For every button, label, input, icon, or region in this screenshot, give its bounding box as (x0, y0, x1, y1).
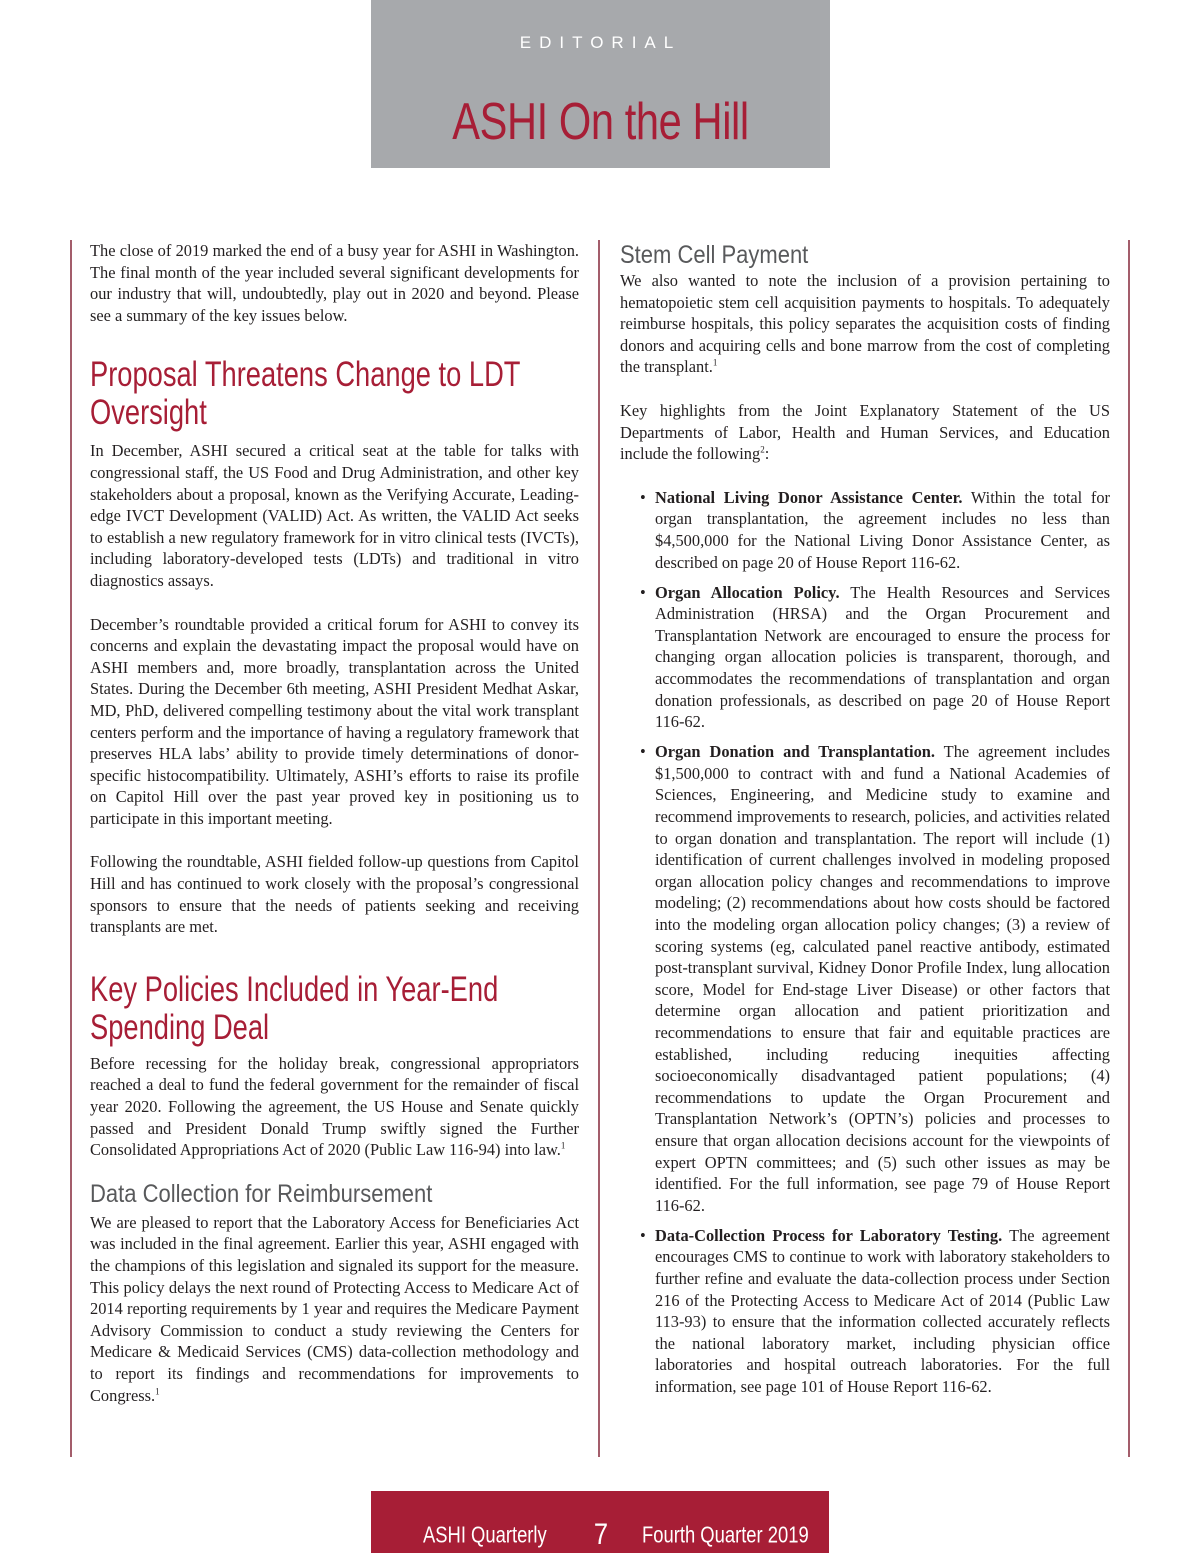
bullet-icon: • (640, 1225, 646, 1245)
body-text: Before recessing for the holiday break, congressional appropriators reached a deal to fund the federal government for the remainder of fiscal year 2020. Following the agreement, the US House and Senate quickly passed and President Donald Trump swiftly signed the Further Consolidated Appropriations Act of 2020 (Public Law 116-94) into law. (90, 1053, 579, 1160)
list-item (620, 487, 1110, 573)
body-paragraph: December’s roundtable provided a critical forum for ASHI to convey its concerns and explain the devastating impact the proposal would have on ASHI members and, more broadly, transplantation across the United States. During the December 6th meeting, ASHI President Medhat Askar, MD, PhD, delivered compelling testimony about the vital work transplant centers perform and the importance of having a regulatory framework that preserves HLA labs’ ability to provide timely determinations of donor-specific histocompatibility. Ultimately, ASHI’s efforts to raise its profile on Capitol Hill over the past year proved key in positioning us to participate in this important meeting. (90, 614, 579, 828)
section-heading-ldt-oversight: Proposal Threatens Change to LDT Oversight (90, 355, 520, 433)
body-text: We are pleased to report that the Laboratory Access for Beneficiaries Act was included in the final agreement. Earlier this year, ASHI engaged with the champions of this legislation and signaled its support for the measure. This policy delays the next round of Protecting Access to Medicare Act of 2014 reporting requirements by 1 year and requires the Medicare Payment Advisory Commission to conduct a study reviewing the Centers for Medicare & Medicaid Services (CMS) data-collection methodology and to report its findings and recommendations for improvements to Congress. (90, 1212, 579, 1405)
page-number: 7 (593, 1518, 609, 1551)
list-item-text: The Health Resources and Services Administration (HRSA) and the Organ Procurement and Transplantation Network are encouraged to ensure the process for changing organ allocation policies is transparent, thorough, and accommodates the recommendations of transplantation and organ donation professionals, as described on page 20 of House Report 116-62. (655, 582, 1110, 732)
footer-publication: ASHI Quarterly (423, 1521, 547, 1548)
left-column (90, 240, 579, 1406)
subheading-stem-cell-payment: Stem Cell Payment (620, 241, 809, 269)
section-kicker: EDITORIAL (519, 33, 682, 52)
footnote-ref: 1 (155, 1386, 160, 1397)
list-item-text: Within the total for organ transplantation, the agreement includes no less than $4,500,000 for the National Living Donor Assistance Center, as described on page 20 of House Report 116-62. (655, 487, 1110, 572)
body-paragraph (620, 400, 1110, 465)
list-item (620, 582, 1110, 733)
page-title: ASHI On the Hill (452, 93, 749, 151)
list-item-title: Data-Collection Process for Laboratory Testing. (655, 1225, 1003, 1245)
list-item-title: Organ Allocation Policy. (655, 582, 840, 602)
intro-paragraph: The close of 2019 marked the end of a busy year for ASHI in Washington. The final month of the year included several significant developments for our industry that will, undoubtedly, play out in 2020 and beyond. Please see a summary of the key issues below. (90, 241, 579, 325)
body-paragraph (90, 1053, 579, 1161)
list-item-title: Organ Donation and Transplantation. (655, 742, 935, 762)
list-item (620, 1225, 1110, 1398)
body-paragraph: In December, ASHI secured a critical seat at the table for talks with congressional staff, the US Food and Drug Administration, and other key stakeholders about a proposal, known as the Verifying Accurate, Leading-edge IVCT Development (VALID) Act. As written, the VALID Act seeks to establish a new regulatory framework for in vitro clinical tests (IVCTs), including laboratory-developed tests (LDTs) and traditional in vitro diagnostics assays. (90, 441, 579, 590)
list-item-text: The agreement encourages CMS to continue to work with laboratory stakeholders to further refine and evaluate the data-collection process under Section 216 of the Protecting Access to Medicare Act of 2014 (Public Law 113-93) to ensure that the information collected accurately reflects the national laboratory market, including physician office laboratories and hospital outreach laboratories. For the full information, see page 101 of House Report 116-62. (655, 1225, 1110, 1396)
list-item (620, 741, 1110, 1216)
right-column (620, 240, 1110, 1406)
center-column-rule (598, 240, 600, 1457)
section-heading-line: Spending Deal (90, 1007, 270, 1047)
list-item-text: The agreement includes $1,500,000 to contract with and fund a National Academies of Sciences, Engineering, and Medicine study to examine and recommend improvements to research, policies, and activities related to organ donation and transplantation. The report will include (1) identification of current challenges involved in modeling proposed organ allocation policy changes and recommendations to improve modeling; (2) recommendations about how costs should be factored into the modeling organ allocation policy changes; (3) a review of scoring systems (eg, calculated panel reactive antibody, estimated post-transplant survival, Kidney Donor Profile Index, lung allocation score, Model for End-stage Liver Disease) or other factors that determine organ allocation and patient prioritization and recommendations to ensure that fair and equitable practices are established, including reducing inequities affecting socioeconomically disadvantaged patient populations; (4) recommendations to update the Organ Procurement and Transplantation Network’s (OPTN’s) policies and processes to ensure that organ allocation decisions account for the viewpoints of expert OPTN committees; and (5) such other issues as may be identified. For the full information, see page 79 of House Report 116-62. (655, 742, 1110, 1215)
body-text: Key highlights from the Joint Explanatory Statement of the US Departments of Labor, Health and Human Services, and Education include the following (620, 400, 1110, 464)
body-paragraph: Following the roundtable, ASHI fielded follow-up questions from Capitol Hill and has continued to work closely with the proposal’s congressional sponsors to ensure that the needs of patients seeking and receiving transplants are met. (90, 852, 579, 937)
footnote-ref: 2 (760, 444, 765, 455)
section-heading-year-end-spending (90, 971, 578, 1047)
body-paragraph (90, 1212, 579, 1406)
right-column-rule (1128, 240, 1130, 1457)
subheading-data-collection: Data Collection for Reimbursement (90, 1179, 433, 1208)
bullet-icon: • (640, 582, 646, 602)
highlights-list (620, 487, 1110, 1398)
left-column-rule (70, 240, 72, 1457)
bullet-icon: • (640, 487, 646, 507)
page-footer (371, 1491, 829, 1553)
footnote-ref: 1 (560, 1140, 566, 1151)
body-text: : (764, 444, 770, 464)
section-heading-line: Key Policies Included in Year-End (90, 969, 499, 1009)
bullet-icon: • (640, 742, 646, 762)
body-text: We also wanted to note the inclusion of a provision pertaining to hematopoietic stem cell acquisition payments to hospitals. To adequately reimburse hospitals, this policy separates the acquisition costs of finding donors and acquiring cells and bone marrow from the cost of completing the transplant. (620, 271, 1110, 377)
header-banner (371, 0, 830, 168)
body-paragraph (620, 270, 1110, 378)
list-item-title: National Living Donor Assistance Center. (655, 487, 963, 507)
footer-issue: Fourth Quarter 2019 (642, 1521, 809, 1548)
footnote-ref: 1 (712, 357, 718, 368)
